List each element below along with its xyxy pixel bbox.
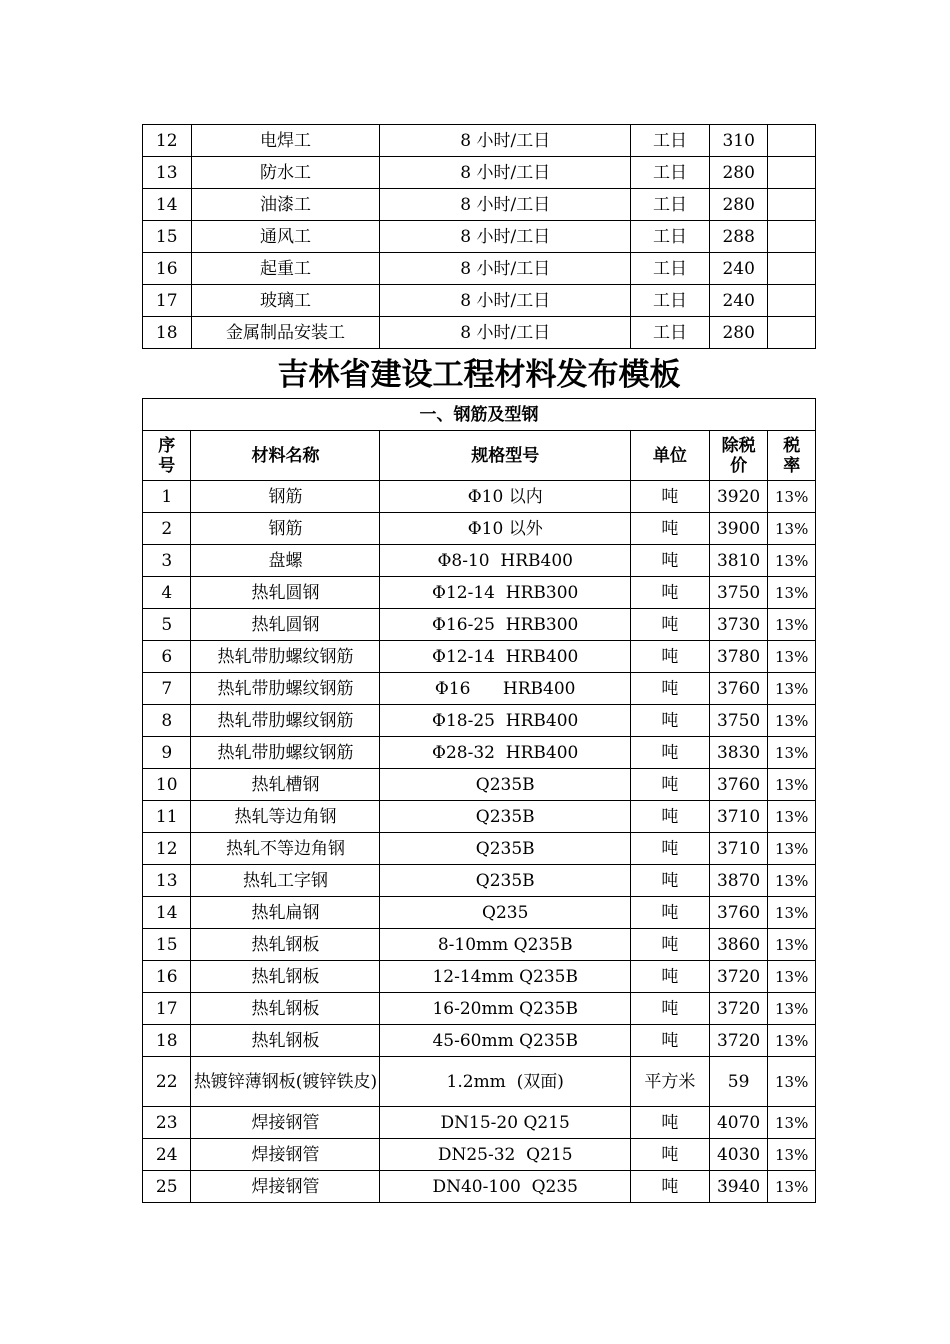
material-cell-name: 热轧不等边角钢 [191, 833, 380, 865]
material-cell-name: 盘螺 [191, 545, 380, 577]
material-cell-rate: 13% [768, 641, 816, 673]
material-cell-spec: Q235B [380, 833, 631, 865]
labor-cell-note [768, 157, 816, 189]
material-row [143, 897, 816, 929]
material-cell-price: 3710 [709, 801, 768, 833]
material-cell-no: 13 [143, 865, 191, 897]
material-cell-rate: 13% [768, 1171, 816, 1203]
material-cell-unit: 吨 [631, 833, 710, 865]
material-cell-unit: 平方米 [631, 1057, 710, 1107]
labor-cell-no: 12 [143, 125, 192, 157]
material-cell-spec: Q235 [380, 897, 631, 929]
material-cell-price: 3870 [709, 865, 768, 897]
material-cell-spec: 45-60mm Q235B [380, 1025, 631, 1057]
material-cell-spec: DN15-20 Q215 [380, 1107, 631, 1139]
material-cell-name: 热轧工字钢 [191, 865, 380, 897]
material-cell-price: 3750 [709, 705, 768, 737]
material-row [143, 801, 816, 833]
labor-cell-no: 18 [143, 317, 192, 349]
material-price-table [142, 398, 816, 1203]
labor-cell-unit: 工日 [631, 317, 710, 349]
material-cell-no: 24 [143, 1139, 191, 1171]
material-row [143, 705, 816, 737]
labor-cell-no: 14 [143, 189, 192, 221]
material-cell-price: 3860 [709, 929, 768, 961]
material-cell-price: 3730 [709, 609, 768, 641]
labor-cell-spec: 8 小时/工日 [380, 157, 631, 189]
labor-cell-unit: 工日 [631, 253, 710, 285]
material-cell-unit: 吨 [631, 705, 710, 737]
material-row [143, 513, 816, 545]
material-row [143, 545, 816, 577]
material-row [143, 1171, 816, 1203]
labor-cell-unit: 工日 [631, 157, 710, 189]
labor-cell-no: 13 [143, 157, 192, 189]
material-cell-rate: 13% [768, 865, 816, 897]
material-cell-unit: 吨 [631, 641, 710, 673]
header-price: 除税价 [709, 431, 768, 481]
material-cell-no: 2 [143, 513, 191, 545]
material-cell-spec: Φ16 HRB400 [380, 673, 631, 705]
material-cell-rate: 13% [768, 929, 816, 961]
material-cell-spec: Q235B [380, 769, 631, 801]
material-row [143, 865, 816, 897]
material-cell-name: 焊接钢管 [191, 1139, 380, 1171]
material-cell-rate: 13% [768, 897, 816, 929]
material-cell-name: 热轧带肋螺纹钢筋 [191, 705, 380, 737]
labor-cell-name: 金属制品安装工 [191, 317, 380, 349]
material-cell-spec: Φ28-32 HRB400 [380, 737, 631, 769]
material-row [143, 1025, 816, 1057]
material-cell-rate: 13% [768, 705, 816, 737]
material-cell-unit: 吨 [631, 513, 710, 545]
labor-cell-spec: 8 小时/工日 [380, 317, 631, 349]
document-title: 吉林省建设工程材料发布模板 [277, 357, 681, 393]
labor-cell-spec: 8 小时/工日 [380, 253, 631, 285]
material-cell-name: 钢筋 [191, 481, 380, 513]
material-row [143, 481, 816, 513]
labor-cell-name: 油漆工 [191, 189, 380, 221]
material-cell-price: 3830 [709, 737, 768, 769]
labor-cell-unit: 工日 [631, 285, 710, 317]
labor-row [143, 125, 816, 157]
material-cell-name: 热轧带肋螺纹钢筋 [191, 641, 380, 673]
material-cell-no: 18 [143, 1025, 191, 1057]
material-cell-no: 11 [143, 801, 191, 833]
labor-cell-note [768, 317, 816, 349]
labor-cell-note [768, 253, 816, 285]
labor-cell-price: 310 [709, 125, 768, 157]
material-cell-price: 3900 [709, 513, 768, 545]
material-row [143, 737, 816, 769]
material-cell-unit: 吨 [631, 769, 710, 801]
material-cell-rate: 13% [768, 673, 816, 705]
labor-cell-price: 280 [709, 157, 768, 189]
labor-cell-price: 240 [709, 285, 768, 317]
material-cell-price: 3920 [709, 481, 768, 513]
material-cell-name: 热轧钢板 [191, 961, 380, 993]
material-cell-unit: 吨 [631, 545, 710, 577]
material-cell-price: 3710 [709, 833, 768, 865]
material-cell-no: 7 [143, 673, 191, 705]
material-cell-rate: 13% [768, 545, 816, 577]
material-cell-price: 3940 [709, 1171, 768, 1203]
material-cell-no: 16 [143, 961, 191, 993]
labor-row [143, 253, 816, 285]
material-cell-spec: DN25-32 Q215 [380, 1139, 631, 1171]
material-cell-name: 焊接钢管 [191, 1107, 380, 1139]
header-name: 材料名称 [191, 431, 380, 481]
material-cell-name: 热轧圆钢 [191, 577, 380, 609]
material-cell-unit: 吨 [631, 993, 710, 1025]
material-cell-rate: 13% [768, 961, 816, 993]
labor-cell-note [768, 125, 816, 157]
labor-cell-no: 15 [143, 221, 192, 253]
material-cell-unit: 吨 [631, 961, 710, 993]
material-cell-rate: 13% [768, 481, 816, 513]
labor-table-body [143, 125, 816, 349]
material-cell-unit: 吨 [631, 1139, 710, 1171]
material-cell-spec: DN40-100 Q235 [380, 1171, 631, 1203]
material-cell-name: 热轧钢板 [191, 1025, 380, 1057]
labor-cell-name: 通风工 [191, 221, 380, 253]
material-cell-name: 钢筋 [191, 513, 380, 545]
labor-row [143, 157, 816, 189]
material-cell-unit: 吨 [631, 801, 710, 833]
material-cell-no: 15 [143, 929, 191, 961]
material-cell-price: 3720 [709, 1025, 768, 1057]
material-cell-unit: 吨 [631, 1171, 710, 1203]
material-row [143, 929, 816, 961]
material-cell-unit: 吨 [631, 609, 710, 641]
material-cell-rate: 13% [768, 577, 816, 609]
material-cell-unit: 吨 [631, 1107, 710, 1139]
material-cell-no: 12 [143, 833, 191, 865]
material-cell-name: 热轧圆钢 [191, 609, 380, 641]
material-cell-price: 3810 [709, 545, 768, 577]
material-row [143, 641, 816, 673]
material-cell-unit: 吨 [631, 865, 710, 897]
material-cell-price: 59 [709, 1057, 768, 1107]
material-cell-name: 热轧带肋螺纹钢筋 [191, 673, 380, 705]
material-cell-price: 3720 [709, 993, 768, 1025]
material-cell-no: 10 [143, 769, 191, 801]
labor-cell-unit: 工日 [631, 221, 710, 253]
material-cell-price: 3720 [709, 961, 768, 993]
header-no: 序号 [143, 431, 191, 481]
material-cell-no: 6 [143, 641, 191, 673]
material-cell-no: 9 [143, 737, 191, 769]
labor-cell-spec: 8 小时/工日 [380, 189, 631, 221]
labor-cell-unit: 工日 [631, 189, 710, 221]
material-cell-spec: Φ10 以外 [380, 513, 631, 545]
material-cell-rate: 13% [768, 993, 816, 1025]
material-cell-rate: 13% [768, 1107, 816, 1139]
material-cell-name: 热轧钢板 [191, 993, 380, 1025]
material-cell-spec: Φ18-25 HRB400 [380, 705, 631, 737]
material-cell-rate: 13% [768, 769, 816, 801]
material-cell-spec: Φ12-14 HRB300 [380, 577, 631, 609]
material-cell-spec: Φ12-14 HRB400 [380, 641, 631, 673]
material-cell-name: 热轧带肋螺纹钢筋 [191, 737, 380, 769]
material-cell-no: 3 [143, 545, 191, 577]
material-cell-name: 焊接钢管 [191, 1171, 380, 1203]
header-unit: 单位 [631, 431, 710, 481]
material-cell-no: 17 [143, 993, 191, 1025]
labor-cell-price: 280 [709, 189, 768, 221]
material-row [143, 769, 816, 801]
material-cell-rate: 13% [768, 801, 816, 833]
material-cell-name: 热轧钢板 [191, 929, 380, 961]
material-cell-price: 4070 [709, 1107, 768, 1139]
labor-cell-spec: 8 小时/工日 [380, 285, 631, 317]
material-cell-spec: Φ10 以内 [380, 481, 631, 513]
material-row [143, 961, 816, 993]
material-cell-price: 4030 [709, 1139, 768, 1171]
material-cell-name: 热轧槽钢 [191, 769, 380, 801]
material-cell-spec: Φ16-25 HRB300 [380, 609, 631, 641]
material-row [143, 833, 816, 865]
labor-rate-table [142, 124, 816, 349]
material-cell-no: 25 [143, 1171, 191, 1203]
material-row [143, 1139, 816, 1171]
labor-cell-price: 288 [709, 221, 768, 253]
labor-cell-spec: 8 小时/工日 [380, 221, 631, 253]
material-cell-unit: 吨 [631, 897, 710, 929]
material-cell-unit: 吨 [631, 577, 710, 609]
labor-row [143, 285, 816, 317]
labor-cell-name: 玻璃工 [191, 285, 380, 317]
labor-cell-note [768, 221, 816, 253]
material-cell-price: 3760 [709, 769, 768, 801]
material-cell-no: 8 [143, 705, 191, 737]
labor-cell-note [768, 285, 816, 317]
material-row [143, 577, 816, 609]
material-cell-price: 3750 [709, 577, 768, 609]
material-cell-name: 热镀锌薄钢板(镀锌铁皮) [191, 1057, 380, 1107]
material-cell-unit: 吨 [631, 481, 710, 513]
material-cell-rate: 13% [768, 513, 816, 545]
material-row [143, 609, 816, 641]
material-cell-unit: 吨 [631, 929, 710, 961]
material-cell-spec: 12-14mm Q235B [380, 961, 631, 993]
labor-cell-spec: 8 小时/工日 [380, 125, 631, 157]
material-cell-no: 14 [143, 897, 191, 929]
section-title: 一、钢筋及型钢 [143, 399, 816, 431]
header-row [143, 431, 816, 481]
material-row [143, 993, 816, 1025]
material-cell-price: 3760 [709, 673, 768, 705]
header-rate: 税率 [768, 431, 816, 481]
labor-cell-name: 电焊工 [191, 125, 380, 157]
material-cell-rate: 13% [768, 1025, 816, 1057]
labor-row [143, 221, 816, 253]
material-cell-name: 热轧等边角钢 [191, 801, 380, 833]
material-cell-no: 1 [143, 481, 191, 513]
material-cell-no: 4 [143, 577, 191, 609]
labor-cell-name: 起重工 [191, 253, 380, 285]
material-cell-no: 23 [143, 1107, 191, 1139]
labor-cell-no: 16 [143, 253, 192, 285]
labor-cell-note [768, 189, 816, 221]
material-cell-unit: 吨 [631, 737, 710, 769]
labor-cell-unit: 工日 [631, 125, 710, 157]
material-cell-rate: 13% [768, 1057, 816, 1107]
material-cell-spec: 16-20mm Q235B [380, 993, 631, 1025]
material-cell-spec: Q235B [380, 801, 631, 833]
material-cell-rate: 13% [768, 609, 816, 641]
material-cell-spec: 8-10mm Q235B [380, 929, 631, 961]
material-cell-spec: Q235B [380, 865, 631, 897]
material-cell-unit: 吨 [631, 1025, 710, 1057]
material-cell-unit: 吨 [631, 673, 710, 705]
material-cell-rate: 13% [768, 737, 816, 769]
labor-cell-price: 240 [709, 253, 768, 285]
labor-cell-name: 防水工 [191, 157, 380, 189]
material-cell-spec: Φ8-10 HRB400 [380, 545, 631, 577]
material-cell-no: 22 [143, 1057, 191, 1107]
material-row [143, 1107, 816, 1139]
material-cell-no: 5 [143, 609, 191, 641]
section-row [143, 399, 816, 431]
material-cell-price: 3780 [709, 641, 768, 673]
labor-row [143, 317, 816, 349]
labor-row [143, 189, 816, 221]
material-table-body [143, 399, 816, 1203]
material-cell-price: 3760 [709, 897, 768, 929]
labor-cell-price: 280 [709, 317, 768, 349]
labor-cell-no: 17 [143, 285, 192, 317]
material-row [143, 1057, 816, 1107]
material-cell-name: 热轧扁钢 [191, 897, 380, 929]
material-cell-rate: 13% [768, 833, 816, 865]
material-cell-spec: 1.2mm (双面) [380, 1057, 631, 1107]
material-row [143, 673, 816, 705]
material-cell-rate: 13% [768, 1139, 816, 1171]
header-spec: 规格型号 [380, 431, 631, 481]
